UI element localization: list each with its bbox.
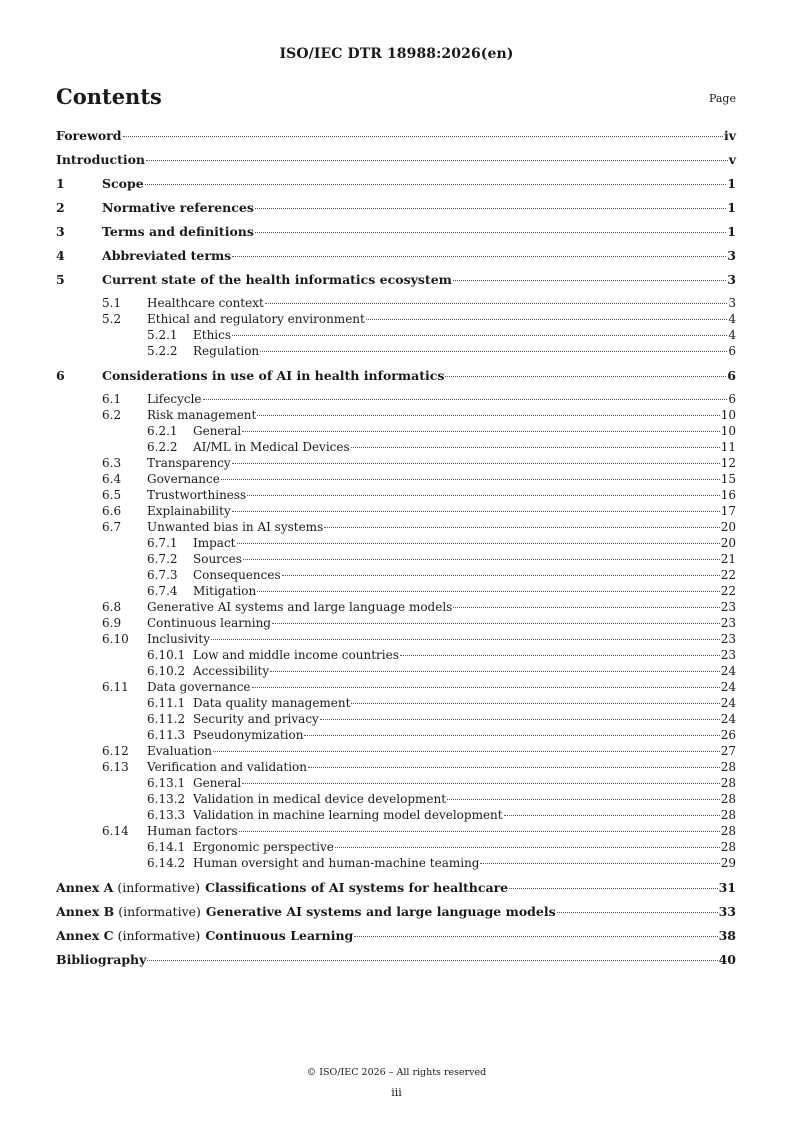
- dot-leader: [252, 687, 720, 688]
- page-column-label: Page: [708, 92, 736, 105]
- toc-entry-page: 26: [720, 728, 736, 742]
- dot-leader: [145, 184, 727, 185]
- dot-leader: [242, 431, 719, 432]
- toc-entry-page: 20: [720, 520, 736, 534]
- toc-entry[interactable]: [56, 224, 736, 248]
- toc-entry[interactable]: [56, 648, 736, 664]
- toc-entry-page: 23: [720, 632, 736, 646]
- toc-entry[interactable]: [56, 880, 736, 904]
- toc-entry-number: 6.13.2: [147, 792, 186, 806]
- toc-entry-page: 28: [720, 792, 736, 806]
- toc-entry-title: Human factors: [147, 824, 238, 838]
- toc-entry-number: 6.14: [102, 824, 129, 838]
- toc-entry-page: 21: [720, 552, 736, 566]
- toc-entry[interactable]: [56, 456, 736, 472]
- toc-entry-page: v: [728, 152, 736, 167]
- toc-entry-title: Trustworthiness: [147, 488, 247, 502]
- toc-entry-number: 6.7.1: [147, 536, 178, 550]
- toc-entry[interactable]: [56, 488, 736, 504]
- toc-entry[interactable]: [56, 952, 736, 976]
- contents-title: Contents: [56, 84, 162, 109]
- dot-leader: [308, 767, 720, 768]
- dot-leader: [324, 527, 719, 528]
- toc-entry[interactable]: [56, 312, 736, 328]
- toc-entry-number: 6.11.1: [147, 696, 186, 710]
- toc-entry[interactable]: [56, 344, 736, 360]
- toc-entry-title: Consequences: [193, 568, 281, 582]
- toc-entry[interactable]: [56, 928, 736, 952]
- dot-leader: [257, 415, 719, 416]
- toc-entry[interactable]: [56, 840, 736, 856]
- toc-entry-page: 24: [720, 680, 736, 694]
- toc-entry-number: 4: [56, 248, 65, 263]
- toc-entry-page: 6: [727, 368, 736, 383]
- toc-entry[interactable]: [56, 568, 736, 584]
- toc-entry-number: 6.1: [102, 392, 122, 406]
- dot-leader: [260, 351, 727, 352]
- toc-entry-title: Considerations in use of AI in health informatics: [102, 368, 445, 383]
- toc-entry[interactable]: [56, 296, 736, 312]
- toc-entry-number: 6.12: [102, 744, 129, 758]
- toc-entry[interactable]: [56, 472, 736, 488]
- toc-entry-title: Abbreviated terms: [102, 248, 232, 263]
- toc-entry[interactable]: [56, 712, 736, 728]
- toc-entry-page: 29: [720, 856, 736, 870]
- toc-entry-number: 6.2: [102, 408, 122, 422]
- dot-leader: [354, 936, 717, 937]
- toc-entry-number: 3: [56, 224, 65, 239]
- toc-entry-number: 6.13: [102, 760, 129, 774]
- toc-entry-number: 5.2.1: [147, 328, 178, 342]
- toc-entry-page: 1: [727, 200, 736, 215]
- dot-leader: [232, 511, 720, 512]
- dot-leader: [213, 751, 720, 752]
- copyright-footer: © ISO/IEC 2026 – All rights reserved: [306, 1067, 487, 1078]
- toc-entry[interactable]: [56, 520, 736, 536]
- toc-entry-title: Introduction: [56, 152, 146, 167]
- toc-entry-title: Regulation: [193, 344, 260, 358]
- toc-entry-page: 1: [727, 176, 736, 191]
- toc-entry[interactable]: [56, 664, 736, 680]
- toc-entry-title: Accessibility: [193, 664, 270, 678]
- toc-entry-number: 6.13.3: [147, 808, 186, 822]
- toc-entry[interactable]: [56, 808, 736, 824]
- table-of-contents: [56, 128, 736, 976]
- toc-entry-page: 24: [720, 712, 736, 726]
- toc-entry-title: Verification and validation: [147, 760, 307, 774]
- toc-entry-number: 6.8: [102, 600, 122, 614]
- toc-entry-title: Evaluation: [147, 744, 213, 758]
- toc-entry-title: Mitigation: [193, 584, 257, 598]
- toc-entry-title: Inclusivity: [147, 632, 210, 646]
- toc-entry-title: Data governance: [147, 680, 251, 694]
- annex-informative-label: (informative): [117, 928, 201, 943]
- toc-entry-title: General: [193, 776, 242, 790]
- dot-leader: [232, 463, 720, 464]
- toc-entry[interactable]: [56, 792, 736, 808]
- dot-leader: [447, 799, 720, 800]
- toc-entry[interactable]: [56, 584, 736, 600]
- toc-entry-page: 23: [720, 648, 736, 662]
- toc-entry-number: 6.11.3: [147, 728, 186, 742]
- toc-entry-title: General: [193, 424, 242, 438]
- dot-leader: [282, 575, 720, 576]
- toc-entry-number: 5.2: [102, 312, 122, 326]
- toc-entry-title: Classifications of AI systems for healthcare: [205, 880, 509, 895]
- toc-entry-page: 28: [720, 760, 736, 774]
- toc-entry-page: iv: [723, 128, 736, 143]
- toc-entry-title: Scope: [102, 176, 144, 191]
- toc-entry-number: 5.1: [102, 296, 122, 310]
- toc-entry-title: Lifecycle: [147, 392, 202, 406]
- dot-leader: [509, 888, 717, 889]
- toc-entry-page: 22: [720, 568, 736, 582]
- toc-entry-number: 6.3: [102, 456, 122, 470]
- toc-entry-page: 4: [728, 328, 736, 342]
- toc-entry-page: 20: [720, 536, 736, 550]
- toc-entry-number: 6.7.4: [147, 584, 178, 598]
- toc-entry-page: 4: [728, 312, 736, 326]
- toc-entry-number: 6.9: [102, 616, 122, 630]
- toc-entry-number: 6.10: [102, 632, 129, 646]
- toc-entry-number: 6.6: [102, 504, 122, 518]
- toc-entry[interactable]: [56, 368, 736, 392]
- toc-entry[interactable]: [56, 776, 736, 792]
- dot-leader: [453, 280, 726, 281]
- toc-entry[interactable]: [56, 616, 736, 632]
- toc-entry-number: 2: [56, 200, 65, 215]
- toc-entry-title: Continuous Learning: [205, 928, 354, 943]
- toc-entry-number: 6.10.2: [147, 664, 186, 678]
- page-number: iii: [391, 1086, 402, 1099]
- toc-entry-number: 6.14.1: [147, 840, 186, 854]
- toc-entry-page: 3: [727, 272, 736, 287]
- toc-entry-page: 28: [720, 808, 736, 822]
- toc-entry[interactable]: [56, 760, 736, 776]
- toc-entry-page: 38: [718, 928, 736, 943]
- dot-leader: [504, 815, 720, 816]
- toc-entry-title: Bibliography: [56, 952, 147, 967]
- dot-leader: [304, 735, 719, 736]
- toc-entry-title: Foreword: [56, 128, 122, 143]
- dot-leader: [243, 559, 720, 560]
- toc-entry[interactable]: [56, 248, 736, 272]
- toc-entry-number: 6: [56, 368, 65, 383]
- toc-entry[interactable]: [56, 328, 736, 344]
- dot-leader: [480, 863, 719, 864]
- dot-leader: [366, 319, 728, 320]
- toc-entry-title: Unwanted bias in AI systems: [147, 520, 324, 534]
- toc-entry-title: Generative AI systems and large language models: [147, 600, 453, 614]
- annex-label: Annex A: [56, 880, 114, 895]
- annex-label: Annex B: [56, 904, 115, 919]
- toc-entry[interactable]: [56, 504, 736, 520]
- dot-leader: [351, 447, 720, 448]
- dot-leader: [203, 399, 728, 400]
- toc-entry-page: 23: [720, 600, 736, 614]
- dot-leader: [146, 160, 728, 161]
- toc-entry[interactable]: [56, 696, 736, 712]
- toc-entry-number: 6.11.2: [147, 712, 186, 726]
- toc-entry[interactable]: [56, 128, 736, 152]
- toc-entry[interactable]: [56, 536, 736, 552]
- toc-entry[interactable]: [56, 392, 736, 408]
- toc-entry[interactable]: [56, 728, 736, 744]
- dot-leader: [123, 136, 723, 137]
- toc-entry-number: 1: [56, 176, 65, 191]
- toc-entry-page: 15: [720, 472, 736, 486]
- toc-entry-number: 6.10.1: [147, 648, 186, 662]
- toc-entry-title: Ethics: [193, 328, 232, 342]
- toc-entry-page: 23: [720, 616, 736, 630]
- dot-leader: [232, 335, 727, 336]
- toc-entry-page: 3: [727, 248, 736, 263]
- dot-leader: [270, 671, 720, 672]
- toc-entry-page: 22: [720, 584, 736, 598]
- dot-leader: [147, 960, 717, 961]
- toc-entry-number: 6.2.2: [147, 440, 178, 454]
- toc-entry-title: Validation in medical device development: [193, 792, 447, 806]
- toc-entry[interactable]: [56, 408, 736, 424]
- toc-entry-number: 5.2.2: [147, 344, 178, 358]
- toc-entry-page: 33: [718, 904, 736, 919]
- toc-entry-title: Normative references: [102, 200, 254, 215]
- toc-entry[interactable]: [56, 824, 736, 840]
- toc-entry-title: Low and middle income countries: [193, 648, 399, 662]
- toc-entry-title: Impact: [193, 536, 236, 550]
- annex-label: Annex C: [56, 928, 114, 943]
- toc-entry[interactable]: [56, 632, 736, 648]
- dot-leader: [453, 607, 719, 608]
- document-id-header: ISO/IEC DTR 18988:2026(en): [279, 46, 514, 62]
- toc-entry-title: Healthcare context: [147, 296, 264, 310]
- dot-leader: [255, 232, 726, 233]
- toc-entry[interactable]: [56, 176, 736, 200]
- toc-entry-page: 27: [720, 744, 736, 758]
- toc-entry-title: Explainability: [147, 504, 231, 518]
- toc-entry-title: Validation in machine learning model development: [193, 808, 503, 822]
- toc-entry-title: Continuous learning: [147, 616, 271, 630]
- toc-entry-title: Terms and definitions: [102, 224, 254, 239]
- dot-leader: [257, 591, 719, 592]
- toc-entry-page: 10: [720, 408, 736, 422]
- toc-entry[interactable]: [56, 440, 736, 456]
- toc-entry-number: 6.13.1: [147, 776, 186, 790]
- toc-entry-page: 17: [720, 504, 736, 518]
- toc-entry-page: 3: [728, 296, 736, 310]
- toc-entry-number: 6.11: [102, 680, 129, 694]
- toc-entry-page: 1: [727, 224, 736, 239]
- toc-entry-number: 6.7: [102, 520, 122, 534]
- dot-leader: [211, 639, 720, 640]
- toc-entry-number: 6.7.2: [147, 552, 178, 566]
- toc-entry[interactable]: [56, 152, 736, 176]
- toc-entry-title: Generative AI systems and large language models: [205, 904, 556, 919]
- dot-leader: [237, 543, 720, 544]
- toc-entry-number: 5: [56, 272, 65, 287]
- toc-entry-title: Ergonomic perspective: [193, 840, 334, 854]
- toc-entry-number: 6.5: [102, 488, 122, 502]
- toc-entry[interactable]: [56, 744, 736, 760]
- toc-entry[interactable]: [56, 904, 736, 928]
- toc-entry-title: Security and privacy: [193, 712, 319, 726]
- dot-leader: [255, 208, 726, 209]
- toc-entry-title: Ethical and regulatory environment: [147, 312, 365, 326]
- toc-entry[interactable]: [56, 600, 736, 616]
- toc-entry[interactable]: [56, 200, 736, 224]
- toc-entry-page: 24: [720, 696, 736, 710]
- annex-informative-label: (informative): [117, 880, 201, 895]
- toc-entry-page: 11: [720, 440, 736, 454]
- dot-leader: [320, 719, 720, 720]
- toc-entry-title: Human oversight and human-machine teaming: [193, 856, 480, 870]
- toc-entry-page: 40: [718, 952, 736, 967]
- toc-entry-title: Data quality management: [193, 696, 351, 710]
- dot-leader: [232, 256, 726, 257]
- toc-entry-page: 28: [720, 840, 736, 854]
- toc-entry-title: Transparency: [147, 456, 231, 470]
- dot-leader: [335, 847, 720, 848]
- toc-entry-page: 6: [728, 392, 736, 406]
- dot-leader: [242, 783, 719, 784]
- toc-entry-page: 16: [720, 488, 736, 502]
- toc-entry-title: Sources: [193, 552, 242, 566]
- toc-entry-page: 31: [718, 880, 736, 895]
- dot-leader: [239, 831, 720, 832]
- toc-entry[interactable]: [56, 680, 736, 696]
- toc-entry-page: 10: [720, 424, 736, 438]
- dot-leader: [272, 623, 720, 624]
- toc-entry[interactable]: [56, 272, 736, 296]
- dot-leader: [247, 495, 720, 496]
- dot-leader: [265, 303, 728, 304]
- toc-entry-title: Pseudonymization: [193, 728, 304, 742]
- toc-entry-title: AI/ML in Medical Devices: [193, 440, 350, 454]
- toc-entry-number: 6.2.1: [147, 424, 178, 438]
- toc-entry-page: 12: [720, 456, 736, 470]
- toc-entry-number: 6.14.2: [147, 856, 186, 870]
- toc-entry-number: 6.4: [102, 472, 122, 486]
- dot-leader: [400, 655, 720, 656]
- toc-entry-title: Governance: [147, 472, 220, 486]
- toc-entry-page: 24: [720, 664, 736, 678]
- toc-entry-page: 28: [720, 824, 736, 838]
- toc-entry-number: 6.7.3: [147, 568, 178, 582]
- toc-entry[interactable]: [56, 552, 736, 568]
- annex-informative-label: (informative): [118, 904, 201, 919]
- toc-entry-page: 6: [728, 344, 736, 358]
- toc-entry-title: Current state of the health informatics ecosystem: [102, 272, 452, 287]
- dot-leader: [557, 912, 718, 913]
- toc-entry[interactable]: [56, 856, 736, 872]
- dot-leader: [445, 376, 726, 377]
- toc-entry-page: 28: [720, 776, 736, 790]
- dot-leader: [221, 479, 720, 480]
- dot-leader: [351, 703, 719, 704]
- toc-entry[interactable]: [56, 424, 736, 440]
- toc-entry-title: Risk management: [147, 408, 257, 422]
